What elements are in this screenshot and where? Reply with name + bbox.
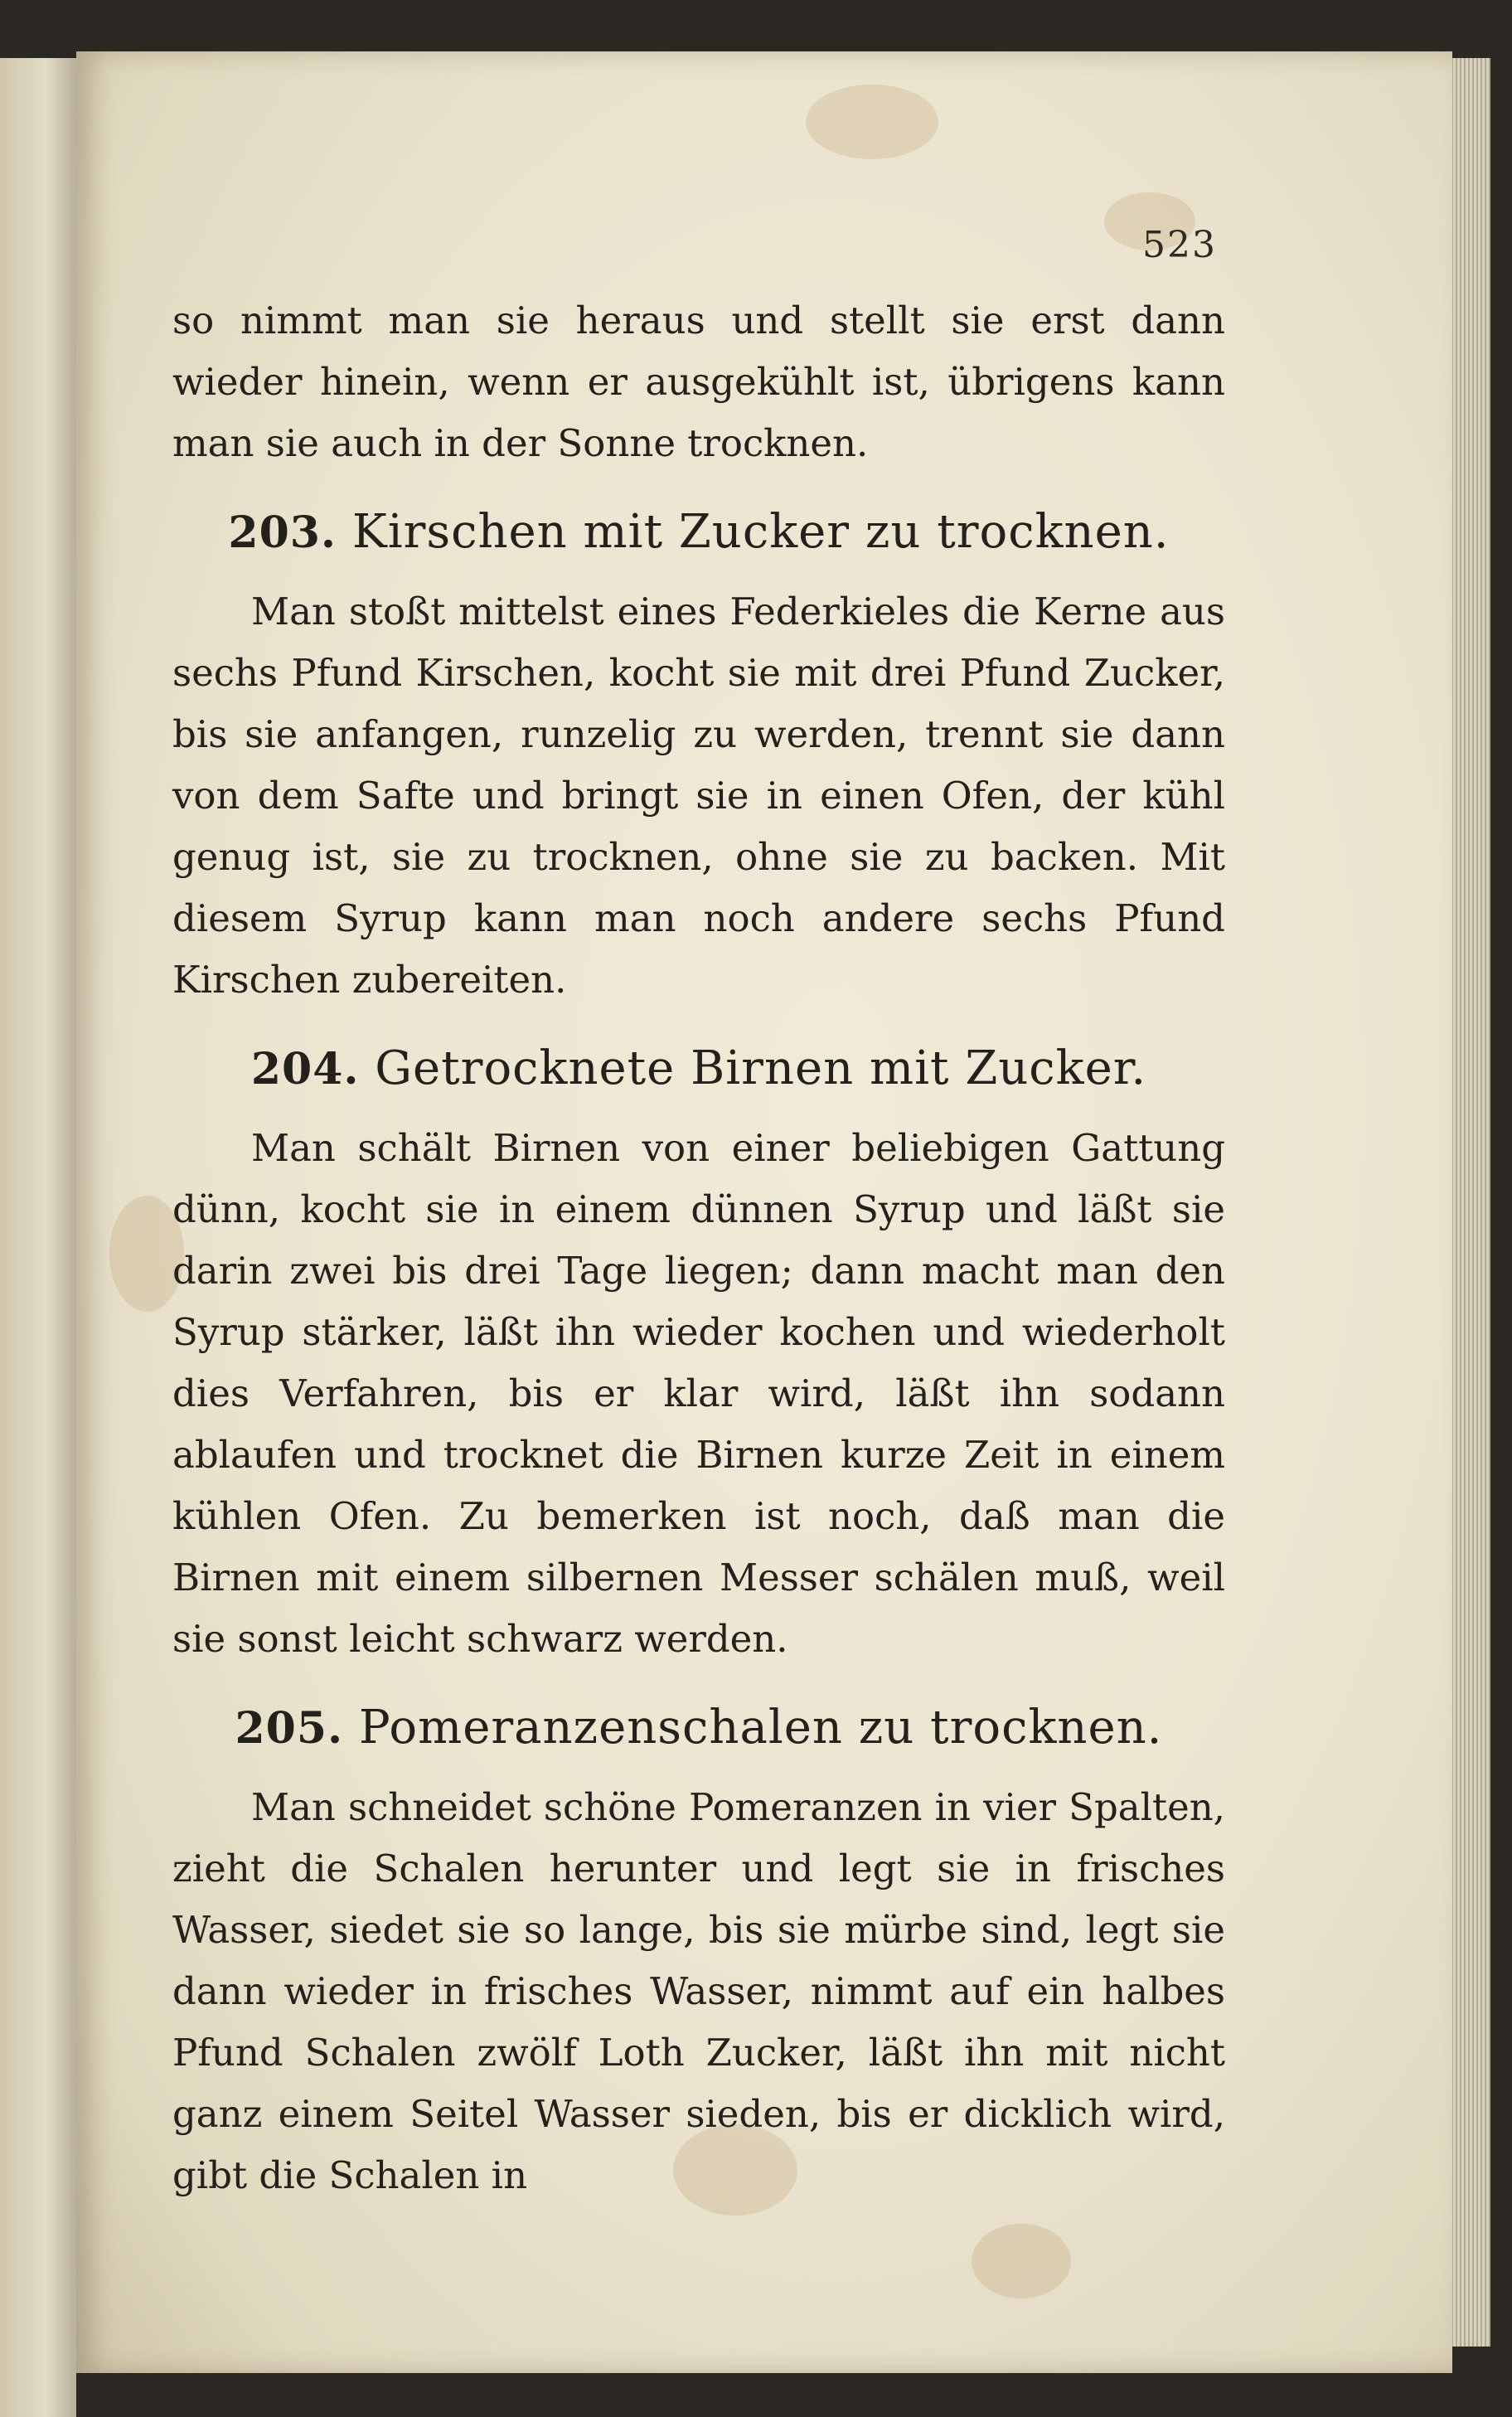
page-number: 523	[1142, 224, 1217, 266]
section-title: Getrocknete Birnen mit Zucker.	[375, 1041, 1147, 1095]
section-heading-204	[172, 1036, 1225, 1103]
section-body-204: Man schält Birnen von einer beliebigen Gattung dünn, kocht sie in einem dünnen Syrup und läßt sie darin zwei bis drei Tage liegen; dann macht man den Syrup stärker, läßt ihn wieder kochen und wiederholt dies Verfahren, bis er klar wird, läßt ihn sodann ablaufen und trocknet die Birnen kurze Zeit in einem kühlen Ofen. Zu bemerken ist noch, daß man die Birnen mit einem silbernen Messer schälen muß, weil sie sonst leicht schwarz werden.	[172, 1126, 1225, 1661]
paper-stain	[806, 85, 938, 159]
section-number: 205.	[235, 1703, 344, 1754]
section-number: 203.	[228, 507, 337, 558]
section-body-205: Man schneidet schöne Pomeranzen in vier Spalten, zieht die Schalen herunter und legt sie in frisches Wasser, siedet sie so lange, bis sie mürbe sind, legt sie dann wieder in frisches Wasser, nimmt auf ein halbes Pfund Schalen zwölf Loth Zucker, läßt ihn mit nicht ganz einem Seitel Wasser sieden, bis er dicklich wird, gibt die Schalen in	[172, 1785, 1225, 2197]
section-body-203: Man stoßt mittelst eines Federkieles die Kerne aus sechs Pfund Kirschen, kocht sie mit drei Pfund Zucker, bis sie anfangen, runzelig zu werden, trennt sie dann von dem Safte und bringt sie in einen Ofen, der kühl genug ist, sie zu trocknen, ohne sie zu backen. Mit diesem Syrup kann man noch andere sechs Pfund Kirschen zubereiten.	[172, 590, 1225, 1002]
section-number: 204.	[250, 1044, 360, 1094]
section-title: Kirschen mit Zucker zu trocknen.	[351, 505, 1170, 559]
section-title: Pomeranzenschalen zu trocknen.	[358, 1701, 1163, 1755]
page-text	[172, 290, 1225, 2206]
section-heading-203	[172, 499, 1225, 566]
section-heading-205	[172, 1695, 1225, 1762]
intro-paragraph: so nimmt man sie heraus und stellt sie erst dann wieder hinein, wenn er ausgekühlt ist, übrigens kann man sie auch in der Sonne trocknen.	[172, 298, 1225, 465]
left-page-edge	[0, 58, 76, 2417]
paper-stain	[972, 2224, 1071, 2298]
